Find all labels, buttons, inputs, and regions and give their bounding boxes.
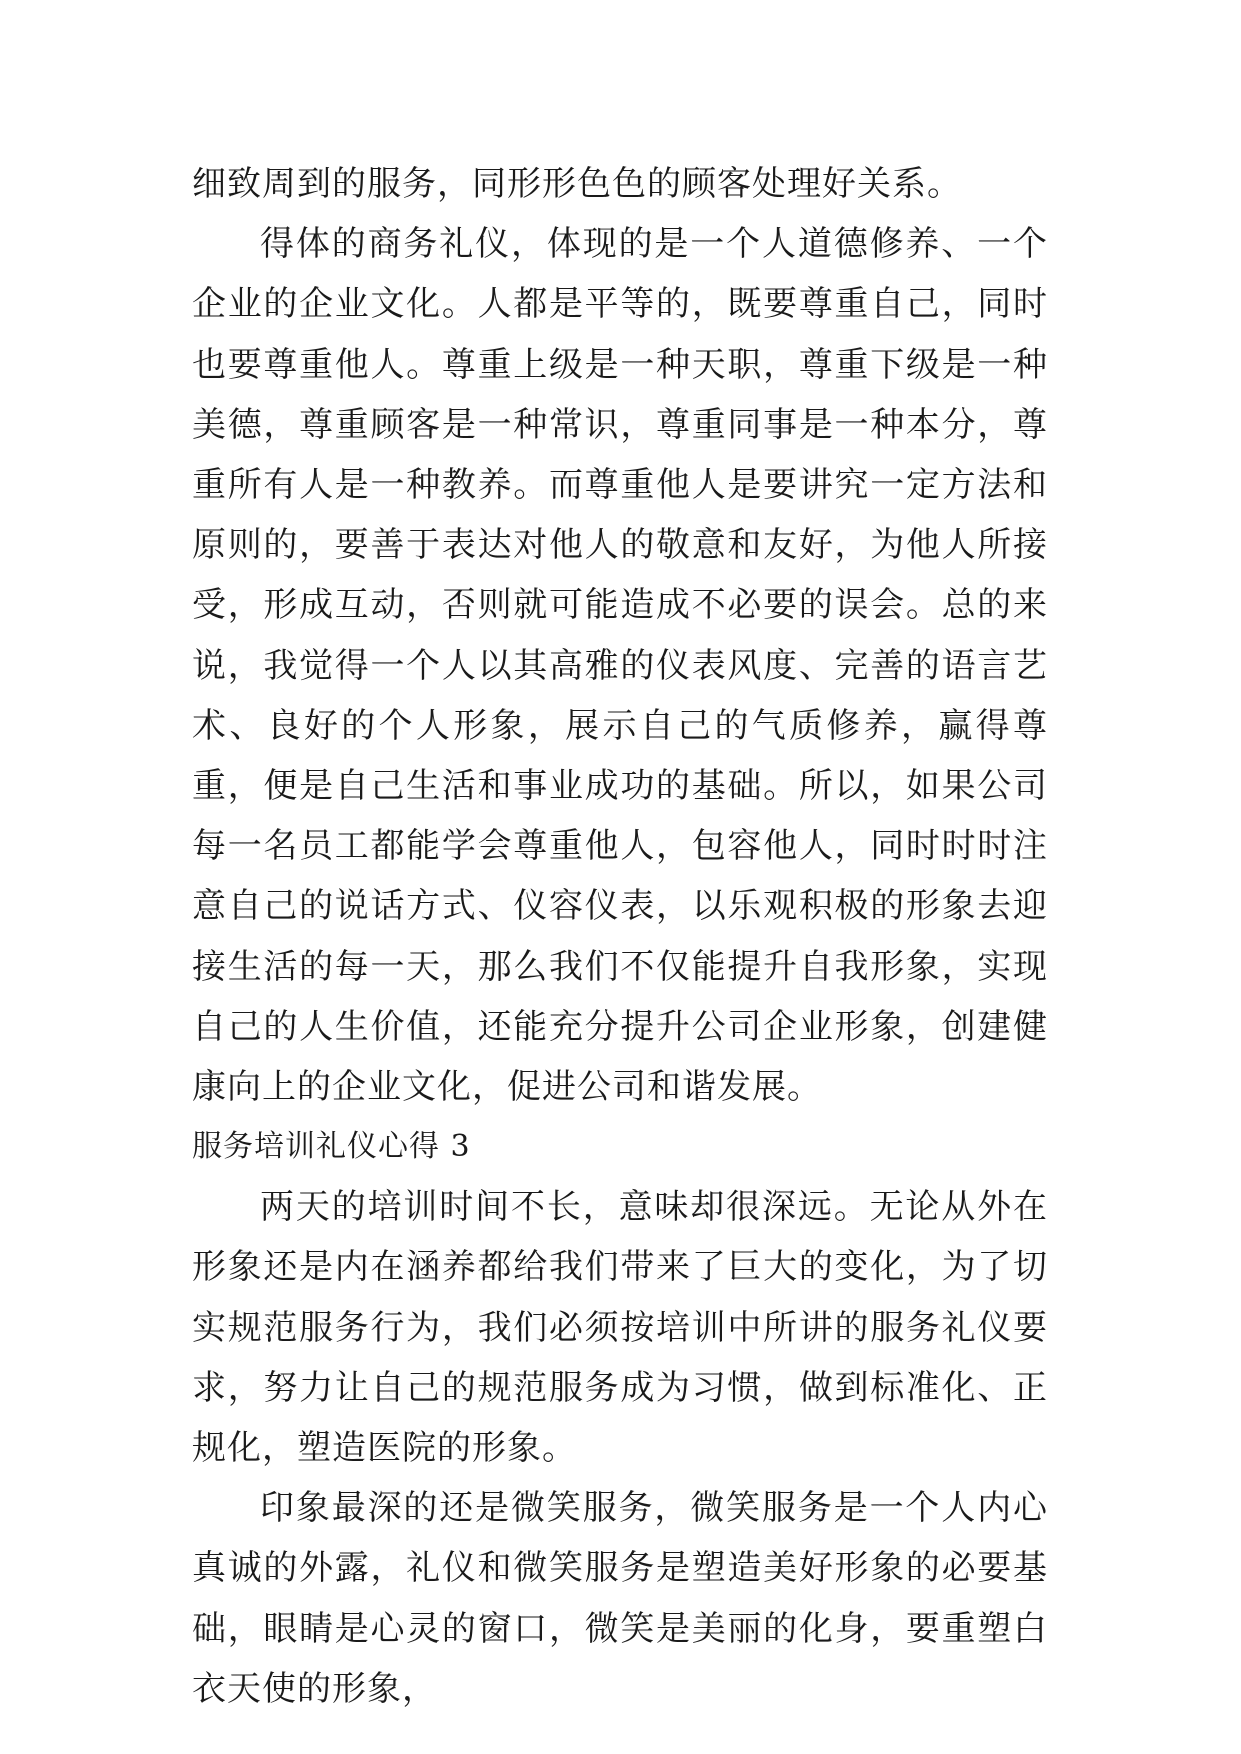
document-page: [192, 154, 1048, 1719]
paragraph-business-etiquette: 得体的商务礼仪，体现的是一个人道德修养、一个企业的企业文化。人都是平等的，既要尊重自己，同时也要尊重他人。尊重上级是一种天职，尊重下级是一种美德，尊重顾客是一种常识，尊重同事是一种本分，尊重所有人是一种教养。而尊重他人是要讲究一定方法和原则的，要善于表达对他人的敬意和友好，为他人所接受，形成互动，否则就可能造成不必要的误会。总的来说，我觉得一个人以其高雅的仪表风度、完善的语言艺术、良好的个人形象，展示自己的气质修养，赢得尊重，便是自己生活和事业成功的基础。所以，如果公司每一名员工都能学会尊重他人，包容他人，同时时时注意自己的说话方式、仪容仪表，以乐观积极的形象去迎接生活的每一天，那么我们不仅能提升自我形象，实现自己的人生价值，还能充分提升公司企业形象，创建健康向上的企业文化，促进公司和谐发展。: [192, 224, 1048, 1108]
section-heading: 服务培训礼仪心得 3: [192, 1129, 471, 1165]
paragraph-training-experience: 两天的培训时间不长，意味却很深远。无论从外在形象还是内在涵养都给我们带来了巨大的变化，为了切实规范服务行为，我们必须按培训中所讲的服务礼仪要求，努力让自己的规范服务成为习惯，做到标准化、正规化，塑造医院的形象。: [192, 1187, 1048, 1469]
paragraph-smile-service: 印象最深的还是微笑服务，微笑服务是一个人内心真诚的外露，礼仪和微笑服务是塑造美好形象的必要基础，眼睛是心灵的窗口，微笑是美丽的化身，要重塑白衣天使的形象，: [192, 1488, 1048, 1709]
paragraph-continuation: 细致周到的服务，同形形色色的顾客处理好关系。: [192, 164, 962, 204]
